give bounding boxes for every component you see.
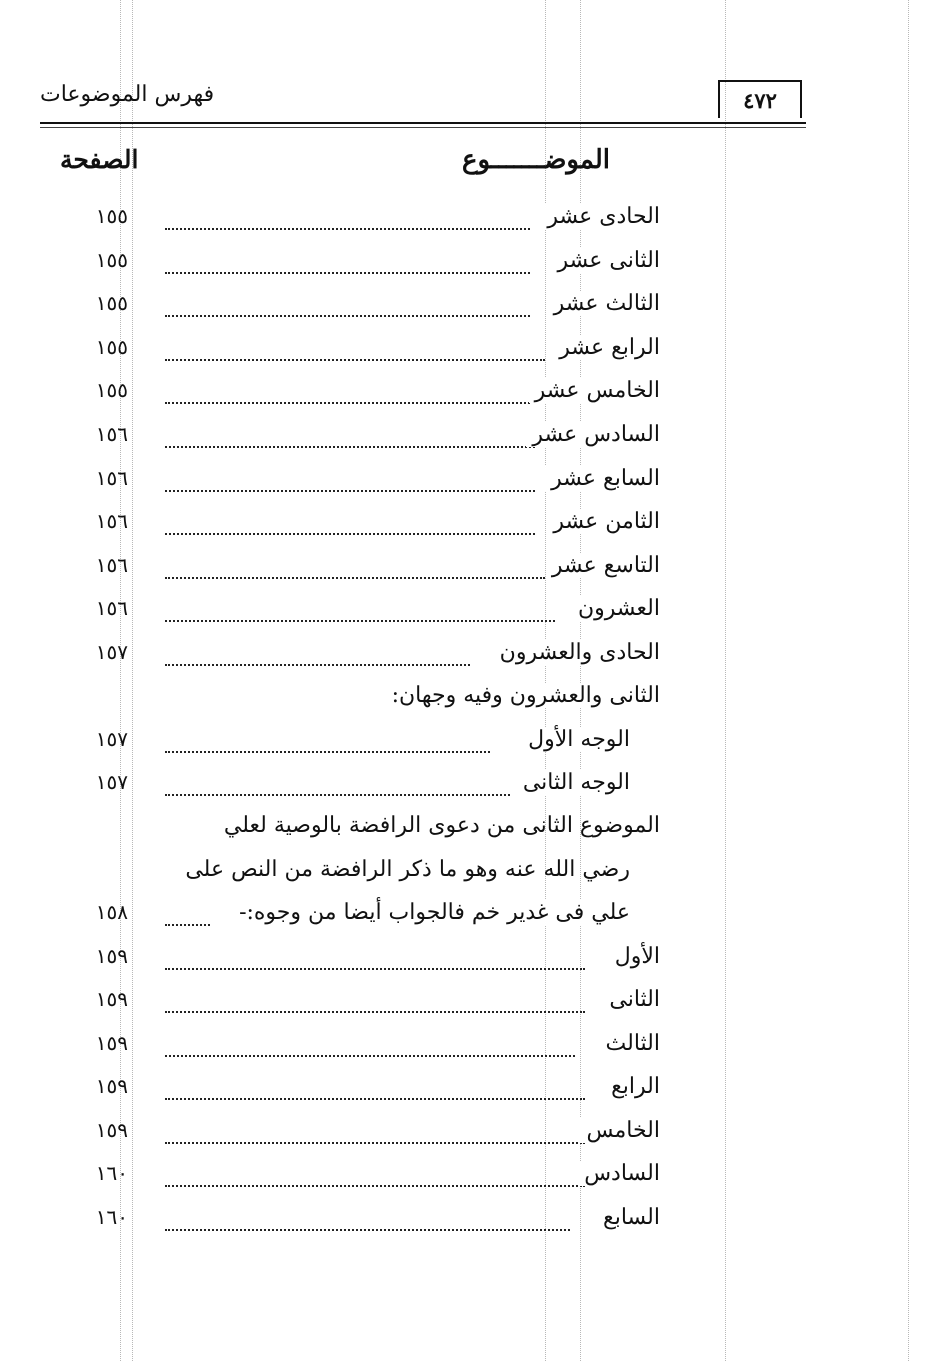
toc-entry — [60, 727, 660, 767]
toc-entry — [60, 987, 660, 1027]
toc-entry — [60, 509, 660, 549]
scan-guide-line — [725, 0, 726, 1361]
toc-entry — [60, 596, 660, 636]
toc-entry-page: ١٥٦ — [95, 466, 128, 490]
toc-entry-title: السادس — [578, 1161, 660, 1186]
toc-entry — [60, 291, 660, 331]
toc-entry-title: السابع — [597, 1205, 660, 1230]
toc-entry-title: الثانى — [603, 987, 660, 1012]
toc-entry-title: الثالث — [600, 1031, 660, 1056]
toc-entry-page: ١٥٦ — [95, 553, 128, 577]
toc-entry — [60, 944, 660, 984]
toc-entry — [60, 683, 660, 723]
leader-dots — [165, 1142, 585, 1144]
toc-entry-title: الرابع — [605, 1074, 660, 1099]
leader-dots — [165, 228, 530, 230]
toc-entry — [60, 770, 660, 810]
toc-entry-title: العشرون — [572, 596, 660, 621]
toc-entry-page: ١٥٩ — [95, 1074, 128, 1098]
toc-entry — [60, 1074, 660, 1114]
leader-dots — [165, 272, 530, 274]
leader-dots — [165, 315, 530, 317]
toc-entry-title: الثانى عشر — [551, 248, 660, 273]
toc-entry-page: ١٥٥ — [95, 291, 128, 315]
leader-dots — [165, 446, 535, 448]
toc-entry-title: الحادى والعشرون — [494, 640, 660, 665]
toc-entry-page: ١٥٩ — [95, 944, 128, 968]
toc-entry-page: ١٥٨ — [95, 900, 128, 924]
toc-paragraph-line: الموضوع الثانى من دعوى الرافضة بالوصية لعلي — [223, 813, 660, 838]
toc-entry-page: ١٥٧ — [95, 770, 128, 794]
toc-entry-page: ١٥٦ — [95, 596, 128, 620]
toc-entry-title: التاسع عشر — [546, 553, 660, 578]
page-number: ٤٧٢ — [718, 80, 802, 118]
page-column-heading: الصفحة — [60, 145, 139, 174]
toc-entry-page: ١٦٠ — [95, 1161, 128, 1185]
toc-entry-title: الوجه الأول — [522, 727, 630, 752]
toc-entry-page: ١٥٧ — [95, 640, 128, 664]
toc-entry — [60, 553, 660, 593]
toc-paragraph-line: رضي الله عنه وهو ما ذكر الرافضة من النص على — [185, 857, 630, 882]
toc-entry-page: ١٥٧ — [95, 727, 128, 751]
leader-dots — [165, 1229, 570, 1231]
toc-entry-title: الوجه الثانى — [517, 770, 630, 795]
toc-entry — [60, 378, 660, 418]
toc-entry-page: ١٥٥ — [95, 378, 128, 402]
leader-dots — [165, 751, 490, 753]
toc-paragraph-line: علي فى غدير خم فالجواب أيضا من وجوه:- — [233, 900, 630, 925]
toc-entry-title: الثامن عشر — [547, 509, 660, 534]
header-rule-thin — [40, 127, 806, 128]
toc-entry-page: ١٥٥ — [95, 204, 128, 228]
toc-entry-title: السادس عشر — [526, 422, 660, 447]
leader-dots — [165, 533, 535, 535]
toc-entry — [60, 248, 660, 288]
header-rule — [40, 122, 806, 124]
toc-entry — [60, 466, 660, 506]
toc-entry — [60, 1161, 660, 1201]
toc-entry — [60, 900, 660, 940]
leader-dots — [165, 924, 210, 926]
leader-dots — [165, 794, 510, 796]
toc-entry — [60, 335, 660, 375]
toc-entry-title: الثانى والعشرون وفيه وجهان: — [386, 683, 660, 708]
leader-dots — [165, 1185, 585, 1187]
leader-dots — [165, 1098, 585, 1100]
toc-entry-page: ١٥٦ — [95, 509, 128, 533]
toc-entry — [60, 1205, 660, 1245]
toc-entry-page: ١٥٦ — [95, 422, 128, 446]
toc-entry — [60, 422, 660, 462]
leader-dots — [165, 402, 530, 404]
leader-dots — [165, 359, 545, 361]
toc-entry-page: ١٥٩ — [95, 1031, 128, 1055]
toc-entry-title: الخامس — [580, 1118, 660, 1143]
leader-dots — [165, 1055, 575, 1057]
leader-dots — [165, 490, 535, 492]
toc-entry — [60, 204, 660, 244]
toc-entry-page: ١٥٩ — [95, 1118, 128, 1142]
toc-entry-page: ١٥٥ — [95, 335, 128, 359]
toc-entry-title: السابع عشر — [545, 466, 660, 491]
scan-guide-line — [908, 0, 909, 1361]
toc-entry — [60, 1031, 660, 1071]
leader-dots — [165, 968, 585, 970]
leader-dots — [165, 1011, 585, 1013]
toc-entry-title: الثالث عشر — [548, 291, 660, 316]
toc-entry-title: الحادى عشر — [541, 204, 660, 229]
toc-entry — [60, 1118, 660, 1158]
toc-entry-page: ١٥٩ — [95, 987, 128, 1011]
toc-entry-title: الرابع عشر — [553, 335, 660, 360]
leader-dots — [165, 620, 555, 622]
toc-entry — [60, 640, 660, 680]
subject-column-heading: الموضـــــــوع — [462, 145, 610, 175]
toc-entry-title: الأول — [609, 944, 660, 969]
toc-entry-page: ١٥٥ — [95, 248, 128, 272]
leader-dots — [165, 577, 545, 579]
running-header-title: فهرس الموضوعات — [40, 82, 215, 107]
toc-entry-page: ١٦٠ — [95, 1205, 128, 1229]
toc-entry-title: الخامس عشر — [529, 378, 660, 403]
leader-dots — [165, 664, 470, 666]
